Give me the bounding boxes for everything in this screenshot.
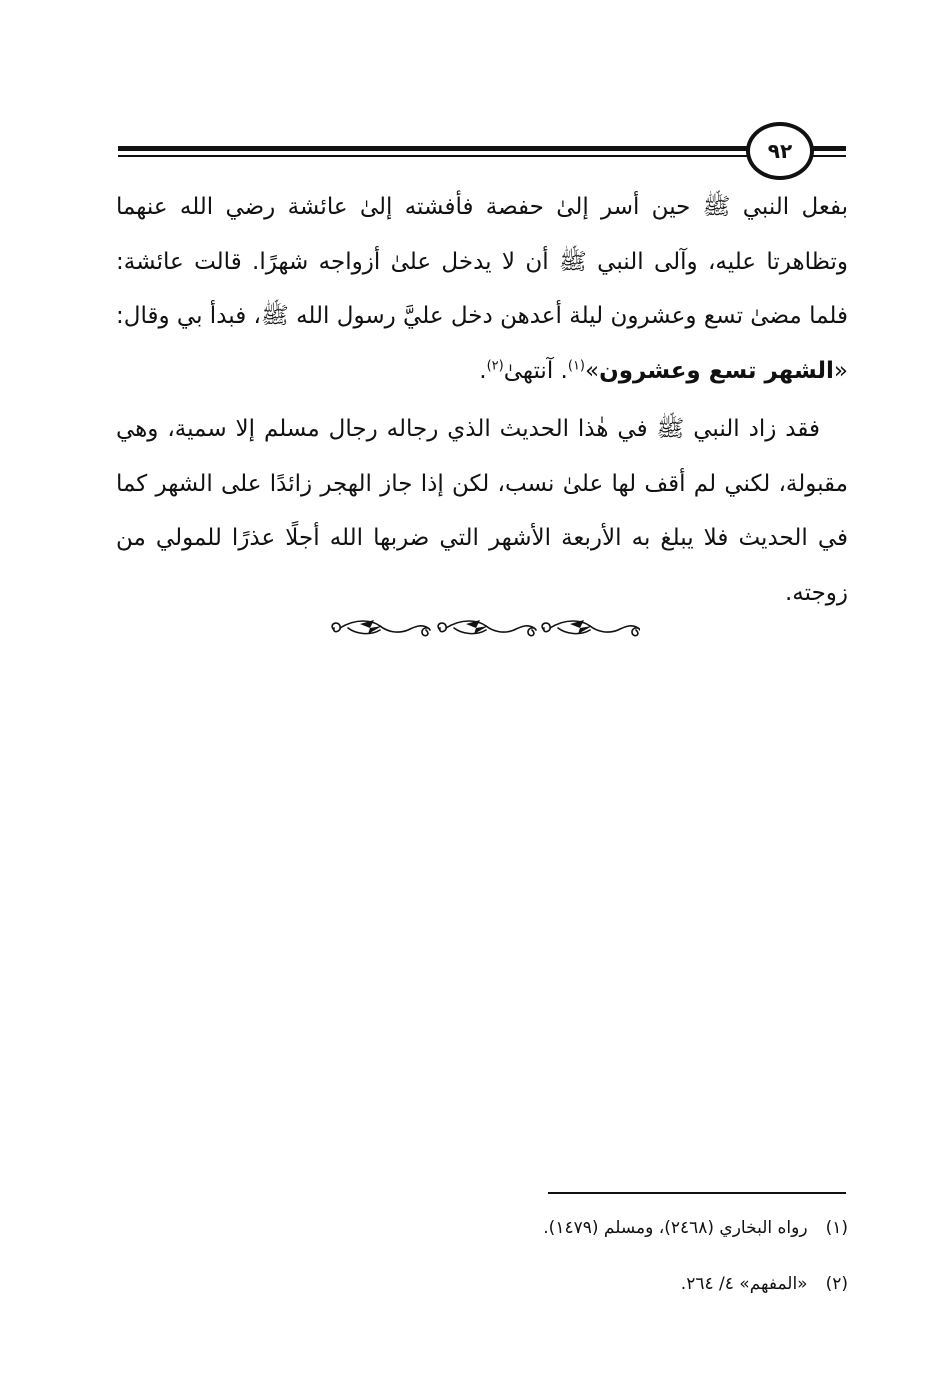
paragraph-1-text: بفعل النبي ﷺ حين أسر إلىٰ حفصة فأفشته إلىٰ عائشة رضي الله عنهما وتظاهرتا عليه، وآلى النبي ﷺ أن لا يدخل علىٰ أزواجه شهرًا. قالت عائشة: فلما مضىٰ تسع وعشرون ليلة أعدهن دخل عليَّ رسول الله ﷺ، فبدأ بي وقال: « bbox=[116, 194, 848, 384]
footnote-ref-1: (١) bbox=[567, 357, 585, 373]
footnote-ref-2: (٢) bbox=[486, 357, 504, 373]
footnote-2 bbox=[420, 1256, 848, 1312]
header-rule-thick bbox=[118, 146, 846, 151]
page-number-badge bbox=[746, 122, 814, 180]
paragraph-1-end: . bbox=[479, 357, 487, 384]
paragraph-2: فقد زاد النبي ﷺ في هٰذا الحديث الذي رجاله رجال مسلم إلا سمية، وهي مقبولة، لكني لم أقف لها علىٰ نسب، لكن إذا جاز الهجر زائدًا على الشهر كما في الحديث فلا يبلغ به الأربعة الأشهر التي ضربها الله أجلًا عذرًا للمولي من زوجته. bbox=[116, 416, 848, 606]
paragraph-1-middle: . آنتهىٰ bbox=[503, 357, 568, 384]
quote-close: » bbox=[585, 357, 600, 384]
footnote-2-text: «المفهم» ٤/ ٢٦٤. bbox=[680, 1274, 808, 1294]
footnote-2-number: (٢) bbox=[825, 1274, 848, 1294]
floral-divider-icon bbox=[324, 614, 640, 644]
footnote-1-number: (١) bbox=[825, 1218, 848, 1238]
footnote-1-text: رواه البخاري (٢٤٦٨)، ومسلم (١٤٧٩). bbox=[543, 1218, 808, 1238]
footnotes bbox=[420, 1200, 848, 1312]
footnote-1 bbox=[420, 1200, 848, 1256]
hadith-quote: الشهر تسع وعشرون bbox=[599, 357, 834, 384]
footnote-separator bbox=[548, 1192, 846, 1194]
paragraph-1 bbox=[116, 180, 848, 398]
page-number: ٩٢ bbox=[767, 139, 793, 163]
header-rule-thin bbox=[118, 155, 846, 157]
main-text bbox=[116, 180, 848, 620]
page-header bbox=[118, 122, 846, 182]
